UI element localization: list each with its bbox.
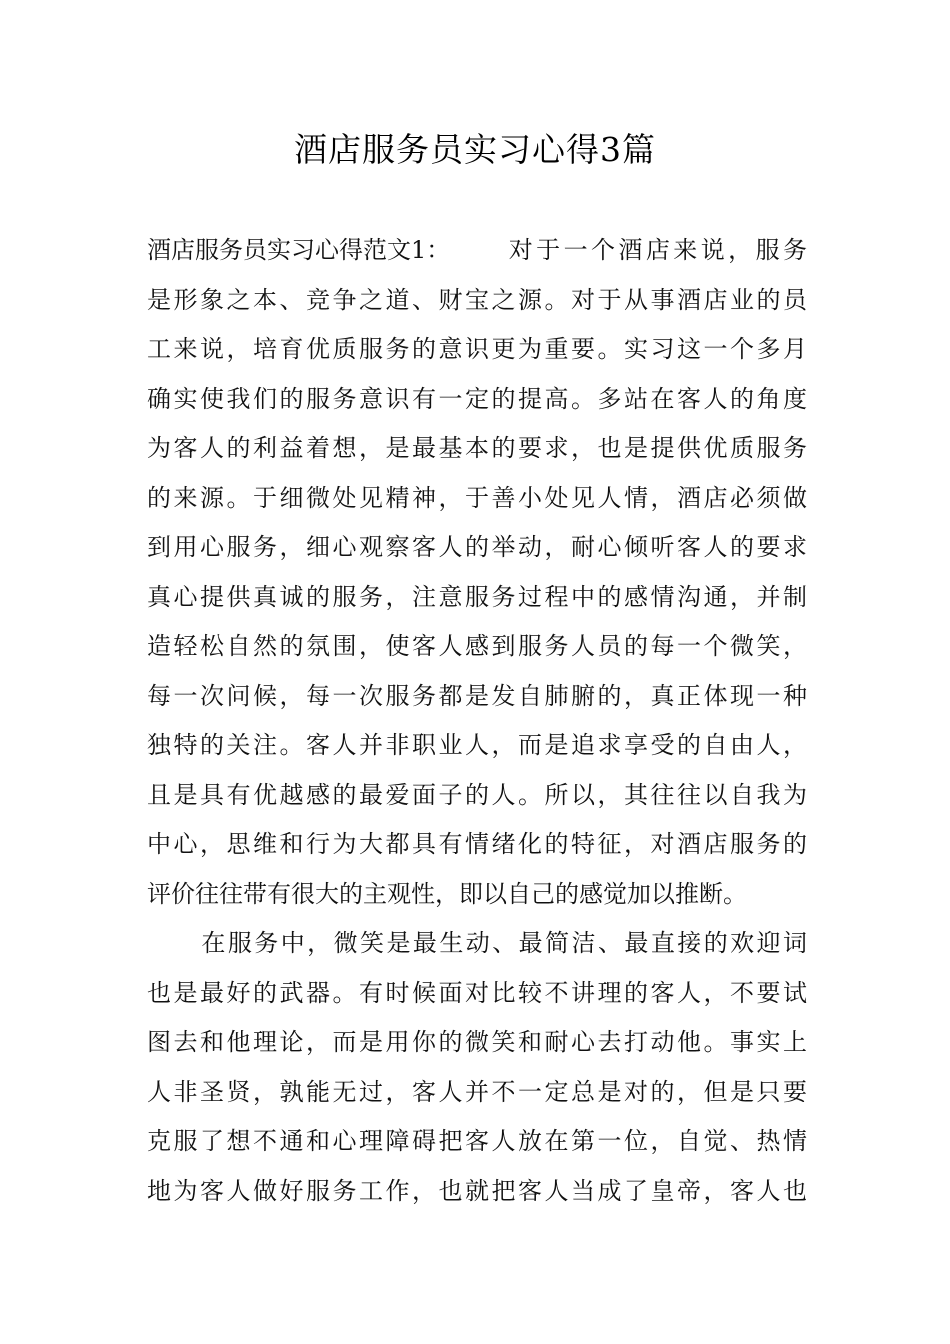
paragraph-line: 是形象之本、竞争之道、财宝之源。对于从事酒店业的员 — [147, 285, 807, 314]
document-title: 酒店服务员实习心得3篇 — [294, 130, 656, 169]
paragraph-line: 且是具有优越感的最爱面子的人。所以，其往往以自我为 — [147, 780, 807, 809]
paragraph-line: 为客人的利益着想，是最基本的要求，也是提供优质服务 — [147, 434, 807, 462]
paragraph-line: 克服了想不通和心理障碍把客人放在第一位，自觉、热情 — [147, 1127, 807, 1155]
paragraph-line: 独特的关注。客人并非职业人，而是追求享受的自由人， — [147, 731, 807, 759]
paragraph-line: 在服务中，微笑是最生动、最简洁、最直接的欢迎词 — [199, 929, 807, 957]
paragraph-line: 每一次问候，每一次服务都是发自肺腑的，真正体现一种 — [147, 681, 807, 710]
paragraph-line: 图去和他理论，而是用你的微笑和耐心去打动他。事实上 — [147, 1028, 807, 1056]
paragraph-line: 确实使我们的服务意识有一定的提高。多站在客人的角度 — [147, 384, 807, 413]
paragraph-line: 到用心服务，细心观察客人的举动，耐心倾听客人的要求 — [147, 533, 807, 561]
paragraph-line: 中心，思维和行为大都具有情绪化的特征，对酒店服务的 — [147, 830, 807, 858]
paragraph-line: 也是最好的武器。有时候面对比较不讲理的客人，不要试 — [147, 978, 807, 1007]
paragraph-label: 酒店服务员实习心得范文1： — [147, 236, 451, 264]
paragraph-line: 酒店服务员实习心得范文1： 对于一个酒店来说，服务 — [147, 226, 807, 276]
paragraph-line: 真心提供真诚的服务，注意服务过程中的感情沟通，并制 — [147, 582, 807, 611]
paragraph-line: 的来源。于细微处见精神，于善小处见人情，酒店必须做 — [147, 483, 807, 512]
document-body — [147, 226, 807, 1216]
paragraph-line: 工来说，培育优质服务的意识更为重要。实习这一个多月 — [147, 335, 807, 363]
paragraph-line: 人非圣贤，孰能无过，客人并不一定总是对的，但是只要 — [147, 1077, 807, 1106]
paragraph-line: 造轻松自然的氛围，使客人感到服务人员的每一个微笑， — [147, 632, 807, 660]
paragraph-2 — [147, 919, 807, 1216]
paragraph-line: 地为客人做好服务工作，也就把客人当成了皇帝，客人也 — [147, 1176, 807, 1205]
paragraph-1 — [147, 226, 807, 919]
paragraph-line: 评价往往带有很大的主观性，即以自己的感觉加以推断。 — [147, 879, 747, 908]
